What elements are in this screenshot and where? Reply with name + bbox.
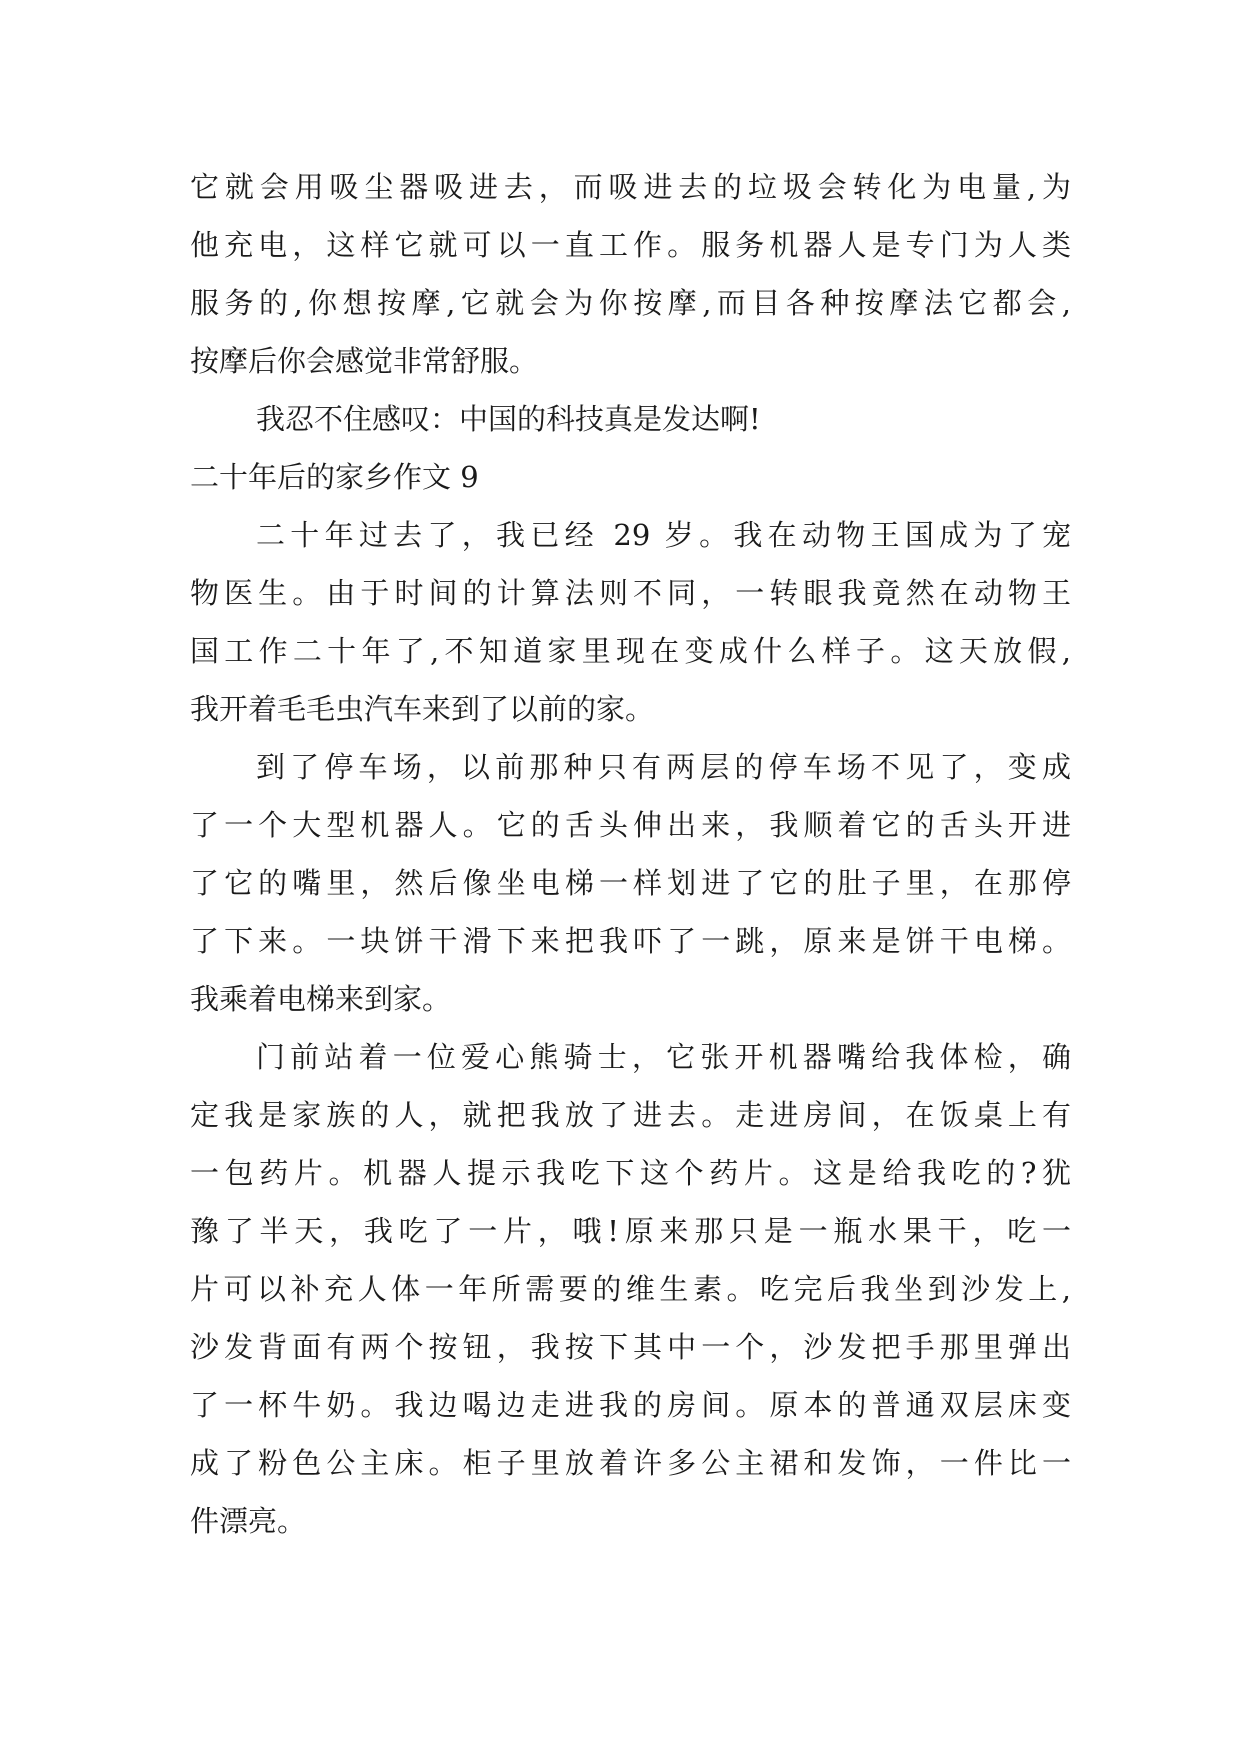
text-line: 一包药片。机器人提示我吃下这个药片。这是给我吃的?犹 (190, 1156, 1071, 1190)
text-line: 按摩后你会感觉非常舒服。 (190, 344, 539, 378)
essay-paragraph-2 (190, 738, 1090, 1028)
text-line: 定我是家族的人，就把我放了进去。走进房间，在饭桌上有 (190, 1098, 1071, 1132)
text-line: 我忍不住感叹：中国的科技真是发达啊! (256, 402, 761, 436)
essay-heading: 二十年后的家乡作文 9 (190, 460, 479, 494)
essay-paragraph-3 (190, 1028, 1090, 1550)
document-body (190, 158, 1090, 1550)
text-line: 沙发背面有两个按钮，我按下其中一个，沙发把手那里弹出 (190, 1330, 1071, 1364)
essay-paragraph-1 (190, 506, 1090, 738)
text-line: 了一个大型机器人。它的舌头伸出来，我顺着它的舌头开进 (190, 808, 1071, 842)
text-line: 了一杯牛奶。我边喝边走进我的房间。原本的普通双层床变 (190, 1388, 1071, 1422)
text-line: 豫了半天，我吃了一片，哦!原来那只是一瓶水果干，吃一 (190, 1214, 1071, 1248)
text-line: 它就会用吸尘器吸进去，而吸进去的垃圾会转化为电量,为 (190, 170, 1071, 204)
text-line: 国工作二十年了,不知道家里现在变成什么样子。这天放假, (190, 634, 1071, 668)
text-line: 了下来。一块饼干滑下来把我吓了一跳，原来是饼干电梯。 (190, 924, 1071, 958)
text-line: 物医生。由于时间的计算法则不同，一转眼我竟然在动物王 (190, 576, 1071, 610)
text-line: 服务的,你想按摩,它就会为你按摩,而目各种按摩法它都会, (190, 286, 1071, 320)
text-line: 二十年过去了，我已经 29 岁。我在动物王国成为了宠 (256, 518, 1071, 552)
paragraph-exclaim (190, 390, 1090, 448)
text-line: 他充电，这样它就可以一直工作。服务机器人是专门为人类 (190, 228, 1071, 262)
text-line: 我开着毛毛虫汽车来到了以前的家。 (190, 692, 655, 726)
text-line: 门前站着一位爱心熊骑士，它张开机器嘴给我体检，确 (256, 1040, 1071, 1074)
text-line: 了它的嘴里，然后像坐电梯一样划进了它的肚子里，在那停 (190, 866, 1071, 900)
paragraph-continued (190, 158, 1090, 390)
text-line: 我乘着电梯来到家。 (190, 982, 452, 1016)
text-line: 到了停车场，以前那种只有两层的停车场不见了，变成 (256, 750, 1071, 784)
text-line: 件漂亮。 (190, 1504, 307, 1538)
text-line: 片可以补充人体一年所需要的维生素。吃完后我坐到沙发上, (190, 1272, 1071, 1306)
text-line: 成了粉色公主床。柜子里放着许多公主裙和发饰，一件比一 (190, 1446, 1071, 1480)
